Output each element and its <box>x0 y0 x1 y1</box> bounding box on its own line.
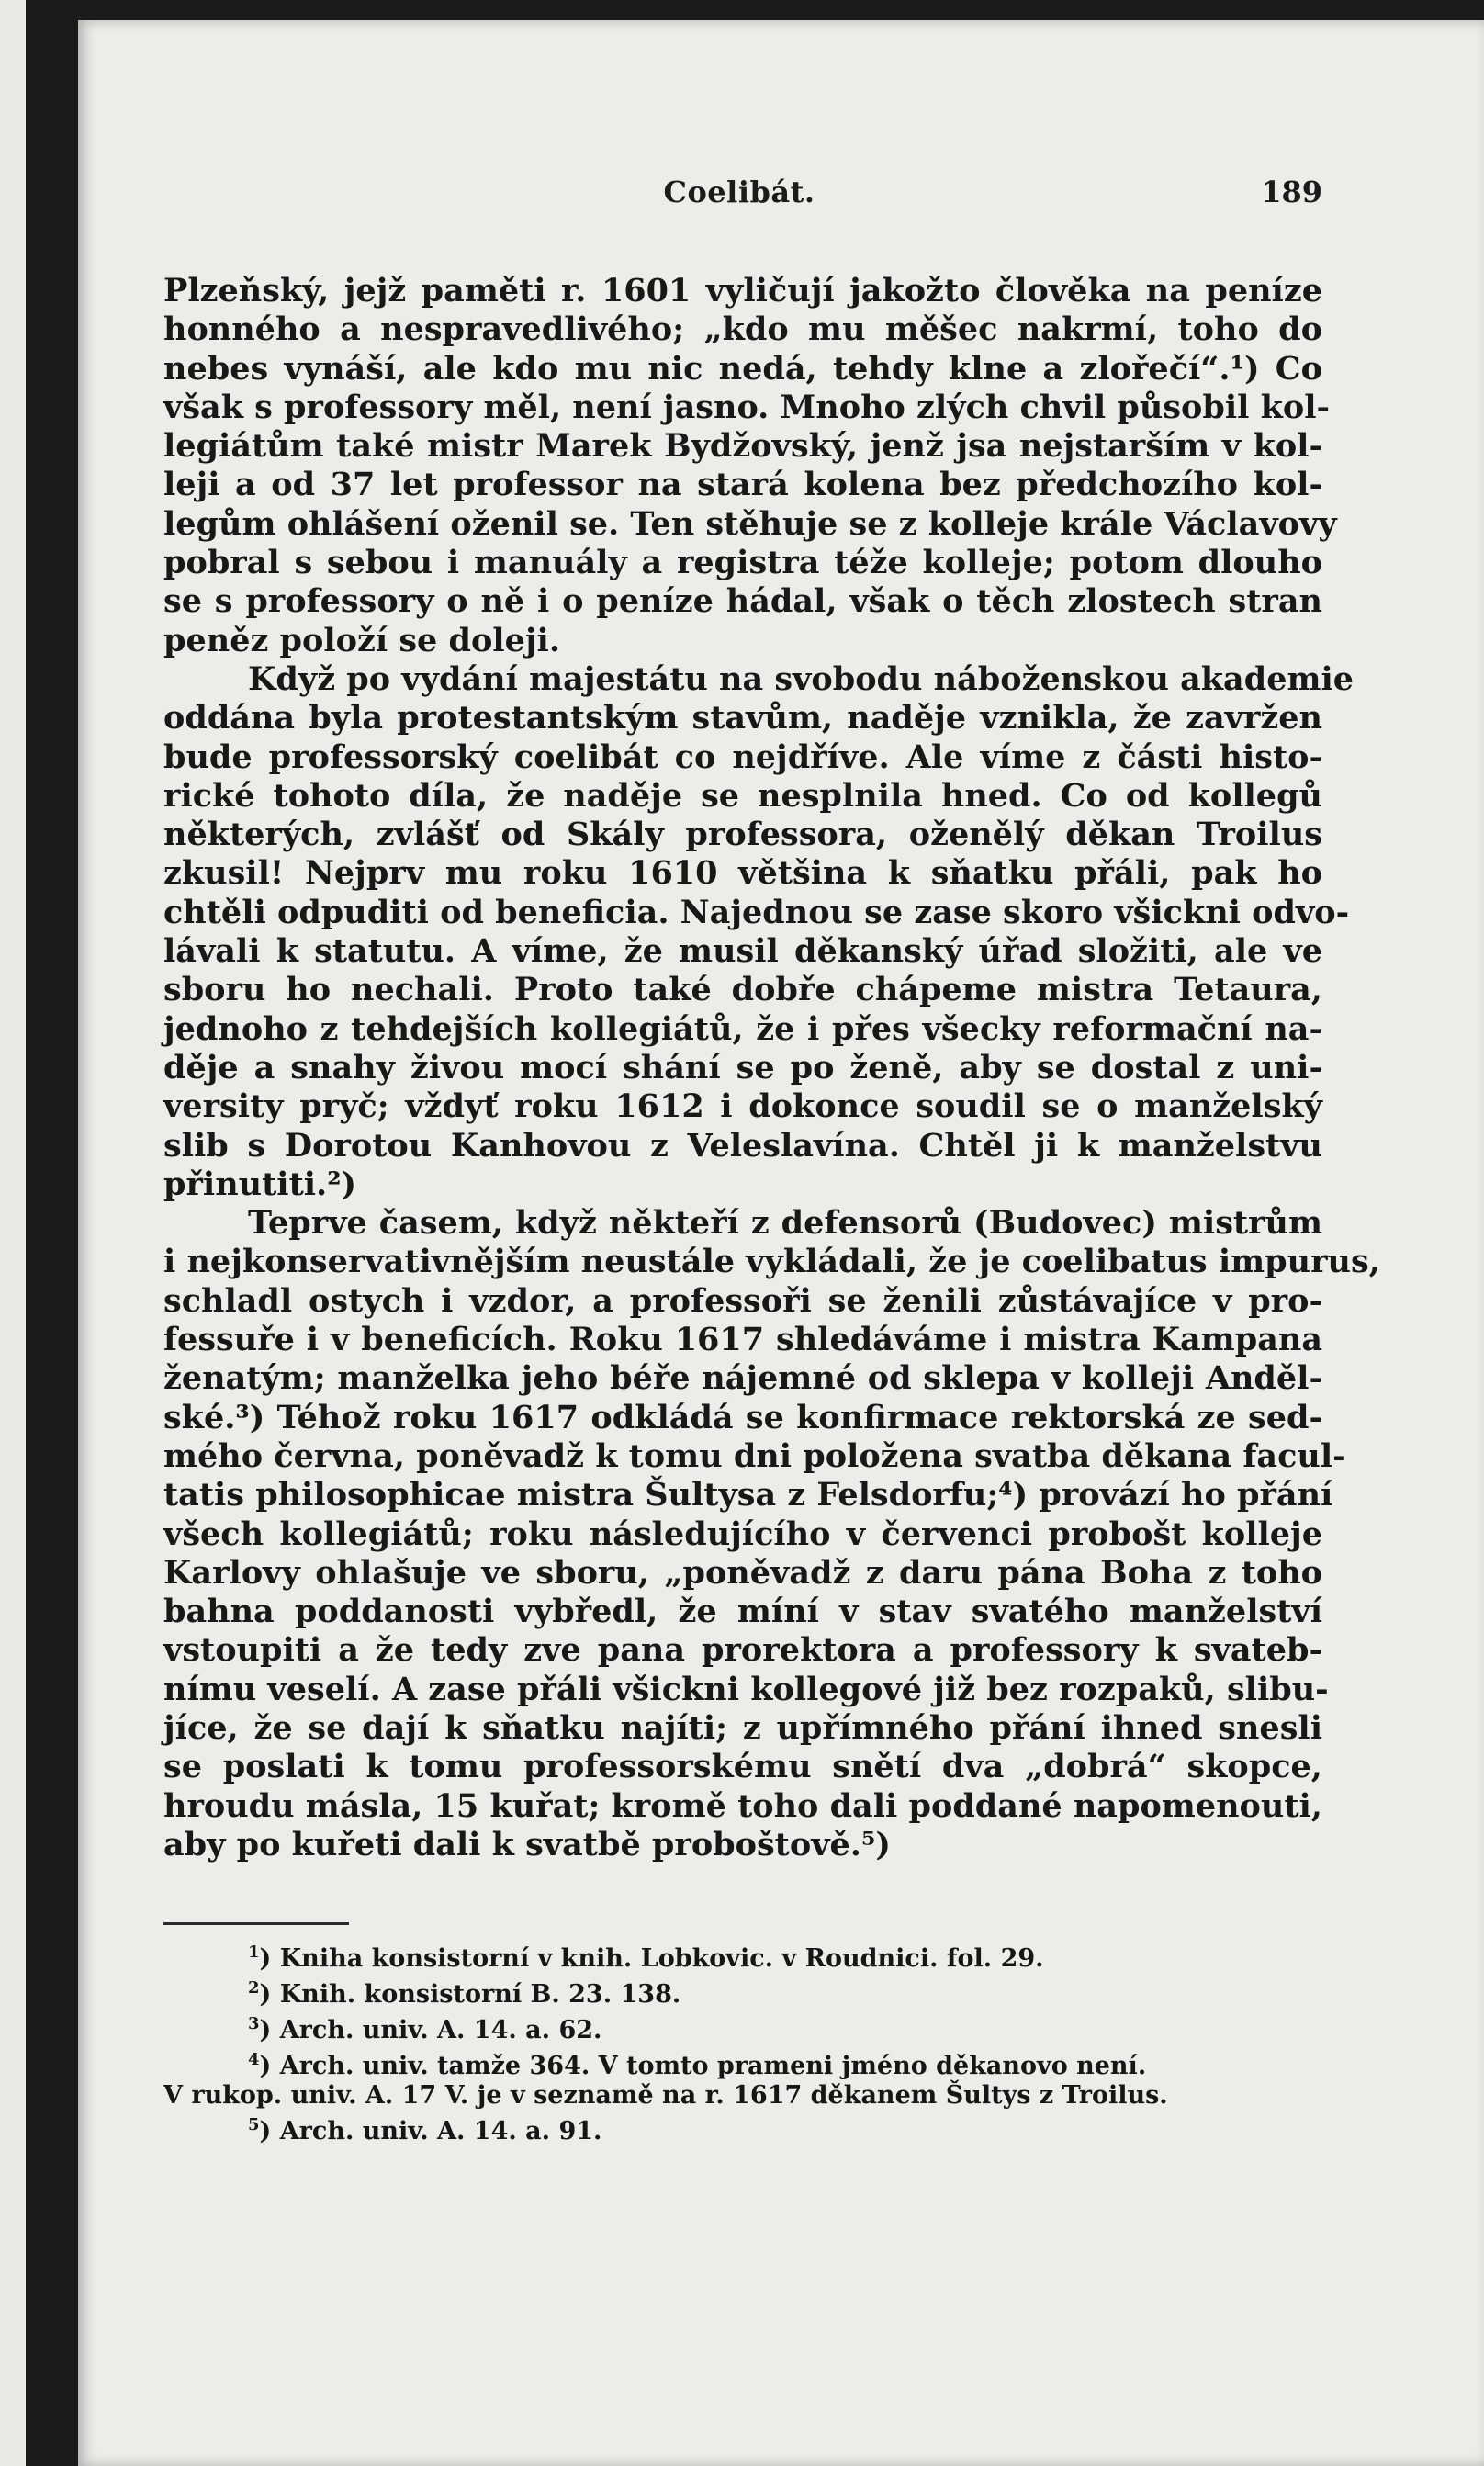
text-line: Když po vydání majestátu na svobodu náboženskou akademie <box>248 659 1355 698</box>
footnote-text: V rukop. univ. A. 17 V. je v seznamě na r. 1617 děkanem Šultys z Troilus. <box>163 2081 1168 2110</box>
text-line: jíce, že se dají k sňatku najíti; z upřímného přání ihned snesli <box>163 1708 1322 1747</box>
text-line: peněz položí se doleji. <box>163 621 561 659</box>
page-header <box>156 175 1322 222</box>
footnote-text: Kniha konsistorní v knih. Lobkovic. v Roudnici. fol. 29. <box>279 1944 1044 1973</box>
text-line: slib s Dorotou Kanhovou z Veleslavína. Chtěl ji k manželstvu <box>163 1126 1322 1165</box>
text-line: sboru ho nechali. Proto také dobře chápeme mistra Tetaura, <box>163 971 1322 1009</box>
footnote-mark: 1 <box>248 1942 260 1962</box>
footnote: $^3$) Arch. univ. A. 14. a. 62. <box>248 2014 602 2044</box>
footnote-text: Arch. univ. A. 14. a. 91. <box>279 2117 602 2145</box>
text-line: ské.³) Téhož roku 1617 odkládá se konfirmace rektorská ze sed- <box>163 1398 1322 1436</box>
text-line: honného a nespravedlivého; „kdo mu měšec nakrmí, toho do <box>163 310 1322 349</box>
text-line: se s professory o ně i o peníze hádal, však o těch zlostech stran <box>163 582 1322 621</box>
footnote-mark: 3 <box>248 2014 260 2033</box>
footnote: $^4$) Arch. univ. tamže 364. V tomto prameni jméno děkanovo není. <box>248 2050 1147 2080</box>
text-line: ženatým; manželka jeho béře nájemné od sklepa v kolleji Anděl- <box>163 1359 1322 1398</box>
footnote: $^2$) Knih. konsistorní B. 23. 138. <box>248 1978 681 2009</box>
footnote-text: Arch. univ. tamže 364. V tomto prameni jméno děkanovo není. <box>279 2052 1147 2080</box>
footnote-separator <box>163 1922 349 1925</box>
footnote: $^1$) Kniha konsistorní v knih. Lobkovic. v Roudnici. fol. 29. <box>248 1942 1044 1973</box>
text-line: tatis philosophicae mistra Šultysa z Felsdorfu;⁴) provází ho přání <box>163 1476 1333 1515</box>
footnote <box>163 2081 1311 2111</box>
footnote-text: Knih. konsistorní B. 23. 138. <box>279 1980 681 2009</box>
text-line: versity pryč; vždyť roku 1612 i dokonce soudil se o manželský <box>163 1087 1322 1126</box>
text-line: legům ohlášení oženil se. Ten stěhuje se z kolleje krále Václavovy <box>163 504 1337 543</box>
text-line: bude professorský coelibát co nejdříve. Ale víme z části histo- <box>163 738 1322 776</box>
footnote-text: Arch. univ. A. 14. a. 62. <box>279 2016 602 2044</box>
text-line: legiátům také mistr Marek Bydžovský, jenž jsa nejstarším v kol- <box>163 427 1322 466</box>
text-line: chtěli odpuditi od beneficia. Najednou se zase skoro všickni odvo- <box>163 893 1350 931</box>
text-line: hroudu másla, 15 kuřat; kromě toho dali poddané napomenouti, <box>163 1786 1322 1825</box>
text-line: aby po kuřeti dali k svatbě proboštově.⁵) <box>163 1825 891 1864</box>
text-line: všech kollegiátů; roku následujícího v červenci probošt kolleje <box>163 1515 1322 1553</box>
text-line: přinutiti.²) <box>163 1165 357 1203</box>
paragraph <box>163 659 1355 1204</box>
text-line: děje a snahy živou mocí shání se po ženě, aby se dostal z uni- <box>163 1048 1322 1087</box>
text-line: oddána byla protestantským stavům, naděje vznikla, že zavržen <box>163 699 1322 738</box>
text-line: Teprve časem, když někteří z defensorů (Budovec) mistrům <box>248 1204 1322 1243</box>
footnote-mark: 5 <box>248 2115 260 2134</box>
text-line: však s professory měl, není jasno. Mnoho zlých chvil působil kol- <box>163 388 1331 426</box>
text-line: se poslati k tomu professorskému snětí dva „dobrá“ skopce, <box>163 1748 1322 1786</box>
text-line: některých, zvlášť od Skály professora, oženělý děkan Troilus <box>163 816 1322 854</box>
scan-margin <box>0 0 26 2466</box>
footnote-mark: 2 <box>248 1978 260 1998</box>
text-line: i nejkonservativnějším neustále vykládali, že je coelibatus impurus, <box>163 1243 1380 1281</box>
text-line: lávali k statutu. A víme, že musil děkanský úřad složiti, ale ve <box>163 932 1322 971</box>
page-number: 189 <box>1261 175 1322 209</box>
text-line: Karlovy ohlašuje ve sboru, „poněvadž z daru pána Boha z toho <box>163 1553 1322 1592</box>
footnotes <box>163 1938 1311 2146</box>
paragraph <box>163 1204 1380 1864</box>
text-line: mého června, poněvadž k tomu dni položena svatba děkana facul- <box>163 1436 1346 1475</box>
text-line: schladl ostych i vzdor, a professoři se ženili zůstávajíce v pro- <box>163 1281 1322 1320</box>
running-head: Coelibát. <box>663 175 815 209</box>
footnote-mark: 4 <box>248 2050 260 2069</box>
text-line: fessuře i v beneficích. Roku 1617 shledáváme i mistra Kampana <box>163 1321 1322 1359</box>
body-text <box>163 272 1380 1864</box>
text-line: zkusil! Nejprv mu roku 1610 většina k sňatku přáli, pak ho <box>163 854 1322 893</box>
text-line: nímu veselí. A zase přáli všickni kollegové již bez rozpaků, slibu- <box>163 1670 1329 1708</box>
footnote: $^5$) Arch. univ. A. 14. a. 91. <box>248 2115 602 2145</box>
text-line: rické tohoto díla, že naděje se nesplnila hned. Co od kollegů <box>163 776 1322 815</box>
paragraph <box>163 272 1337 660</box>
text-line: pobral s sebou i manuály a registra téže kolleje; potom dlouho <box>163 544 1322 582</box>
text-line: nebes vynáší, ale kdo mu nic nedá, tehdy klne a zlořečí“.¹) Co <box>163 349 1322 388</box>
text-line: Plzeňský, jejž paměti r. 1601 vyličují jakožto člověka na peníze <box>163 272 1322 310</box>
text-line: jednoho z tehdejších kollegiátů, že i přes všecky reformační na- <box>163 1009 1322 1048</box>
text-line: bahna poddanosti vybředl, že míní v stav svatého manželství <box>163 1593 1322 1631</box>
text-line: vstoupiti a že tedy zve pana prorektora a professory k svateb- <box>163 1631 1322 1670</box>
text-line: leji a od 37 let professor na stará kolena bez předchozího kol- <box>163 466 1322 504</box>
